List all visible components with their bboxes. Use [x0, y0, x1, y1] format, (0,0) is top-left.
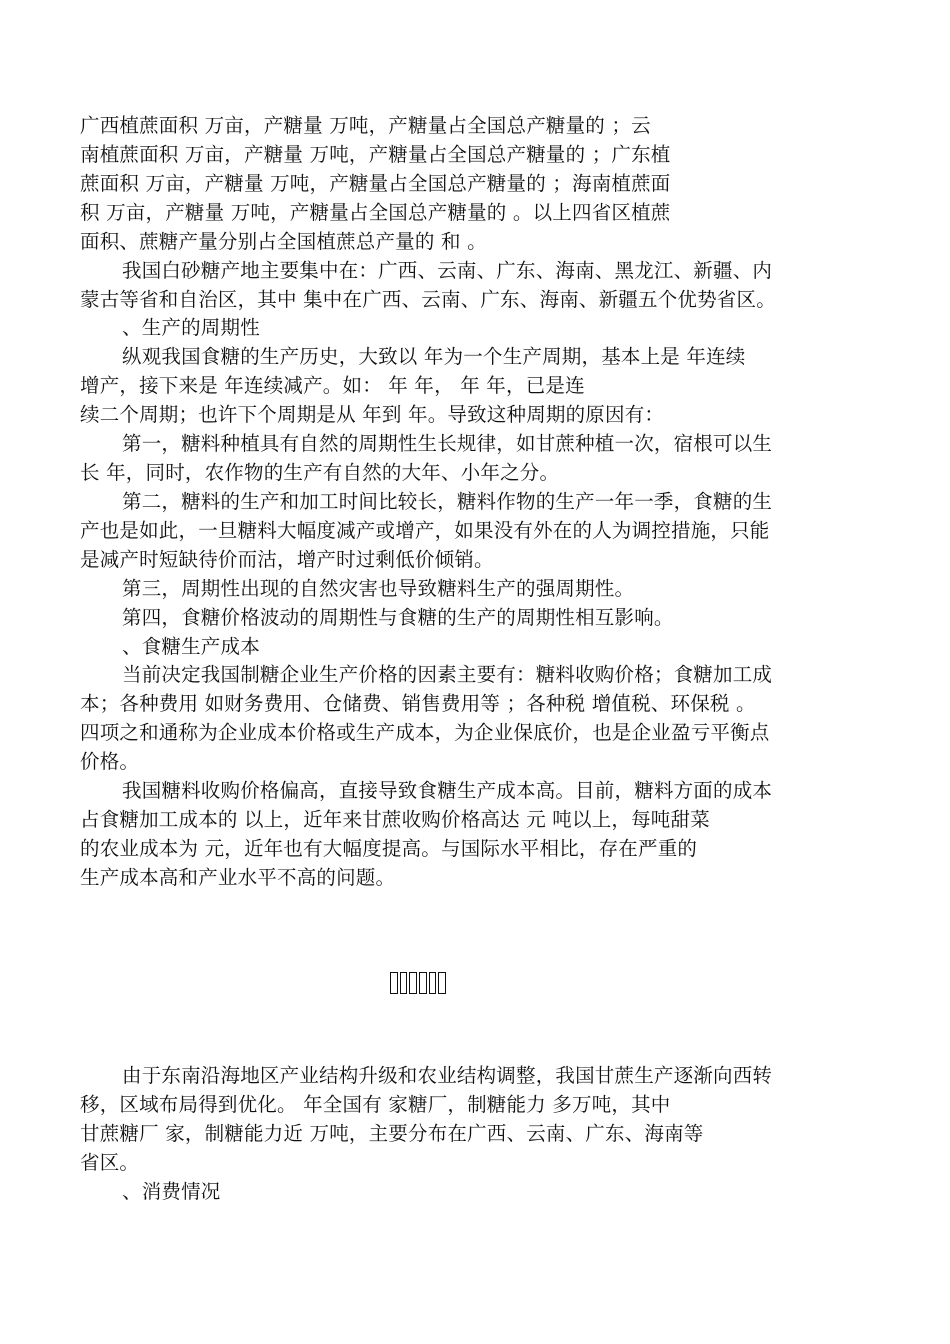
- text-line: 移，区域布局得到优化。 年全国有 家糖厂，制糖能力 多万吨，其中: [80, 1093, 671, 1116]
- text-line: 本；各种费用 如财务费用、仓储费、销售费用等 ；各种税 增值税、环保税 。: [80, 692, 756, 715]
- paragraph-start: 第三，周期性出现的自然灾害也导致糖料生产的强周期性。: [122, 577, 635, 600]
- paragraph-start: 我国糖料收购价格偏高，直接导致食糖生产成本高。目前，糖料方面的成本: [122, 779, 773, 802]
- text-line: 蒙古等省和自治区，其中 集中在广西、云南、广东、海南、新疆五个优势省区。: [80, 288, 776, 311]
- text-line: 省区。: [80, 1151, 140, 1174]
- paragraph-start: 第四，食糖价格波动的周期性与食糖的生产的周期性相互影响。: [122, 606, 674, 629]
- section-heading: 、消费情况: [122, 1180, 221, 1203]
- placeholder-glyph-boxes: [390, 972, 446, 994]
- text-line: 四项之和通称为企业成本价格或生产成本，为企业保底价，也是企业盈亏平衡点: [80, 721, 770, 744]
- text-line: 生产成本高和产业水平不高的问题。: [80, 866, 396, 889]
- text-line: 是减产时短缺待价而沽，增产时过剩低价倾销。: [80, 548, 494, 571]
- text-line: 增产，接下来是 年连续减产。如： 年 年， 年 年，已是连: [80, 374, 585, 397]
- text-line: 南植蔗面积 万亩，产糖量 万吨，产糖量占全国总产糖量的 ；广东植: [80, 143, 671, 166]
- text-line: 蔗面积 万亩，产糖量 万吨，产糖量占全国总产糖量的 ；海南植蔗面: [80, 172, 671, 195]
- text-line: 的农业成本为 元，近年也有大幅度提高。与国际水平相比，存在严重的: [80, 837, 698, 860]
- section-heading: 、食糖生产成本: [122, 635, 260, 658]
- text-line: 甘蔗糖厂 家，制糖能力近 万吨，主要分布在广西、云南、广东、海南等: [80, 1122, 704, 1145]
- section-heading: 、生产的周期性: [122, 316, 260, 339]
- text-line: 面积、蔗糖产量分别占全国植蔗总产量的 和 。: [80, 230, 487, 253]
- paragraph-start: 我国白砂糖产地主要集中在：广西、云南、广东、海南、黑龙江、新疆、内: [122, 259, 773, 282]
- text-line: 广西植蔗面积 万亩，产糖量 万吨，产糖量占全国总产糖量的 ；云: [80, 114, 651, 137]
- text-line: 积 万亩，产糖量 万吨，产糖量占全国总产糖量的 。以上四省区植蔗: [80, 201, 671, 224]
- text-line: 产也是如此，一旦糖料大幅度减产或增产，如果没有外在的人为调控措施，只能: [80, 519, 770, 542]
- paragraph-start: 由于东南沿海地区产业结构升级和农业结构调整，我国甘蔗生产逐渐向西转: [122, 1064, 773, 1087]
- paragraph-start: 第二，糖料的生产和加工时间比较长，糖料作物的生产一年一季，食糖的生: [122, 490, 773, 513]
- text-line: 价格。: [80, 750, 140, 773]
- text-line: 续二个周期；也许下个周期是从 年到 年。导致这种周期的原因有：: [80, 403, 665, 426]
- text-line: 长 年，同时，农作物的生产有自然的大年、小年之分。: [80, 461, 560, 484]
- paragraph-start: 纵观我国食糖的生产历史，大致以 年为一个生产周期，基本上是 年连续: [122, 345, 746, 368]
- paragraph-start: 第一，糖料种植具有自然的周期性生长规律，如甘蔗种植一次，宿根可以生: [122, 432, 773, 455]
- paragraph-start: 当前决定我国制糖企业生产价格的因素主要有：糖料收购价格；食糖加工成: [122, 663, 773, 686]
- text-line: 占食糖加工成本的 以上，近年来甘蔗收购价格高达 元 吨以上，每吨甜菜: [80, 808, 710, 831]
